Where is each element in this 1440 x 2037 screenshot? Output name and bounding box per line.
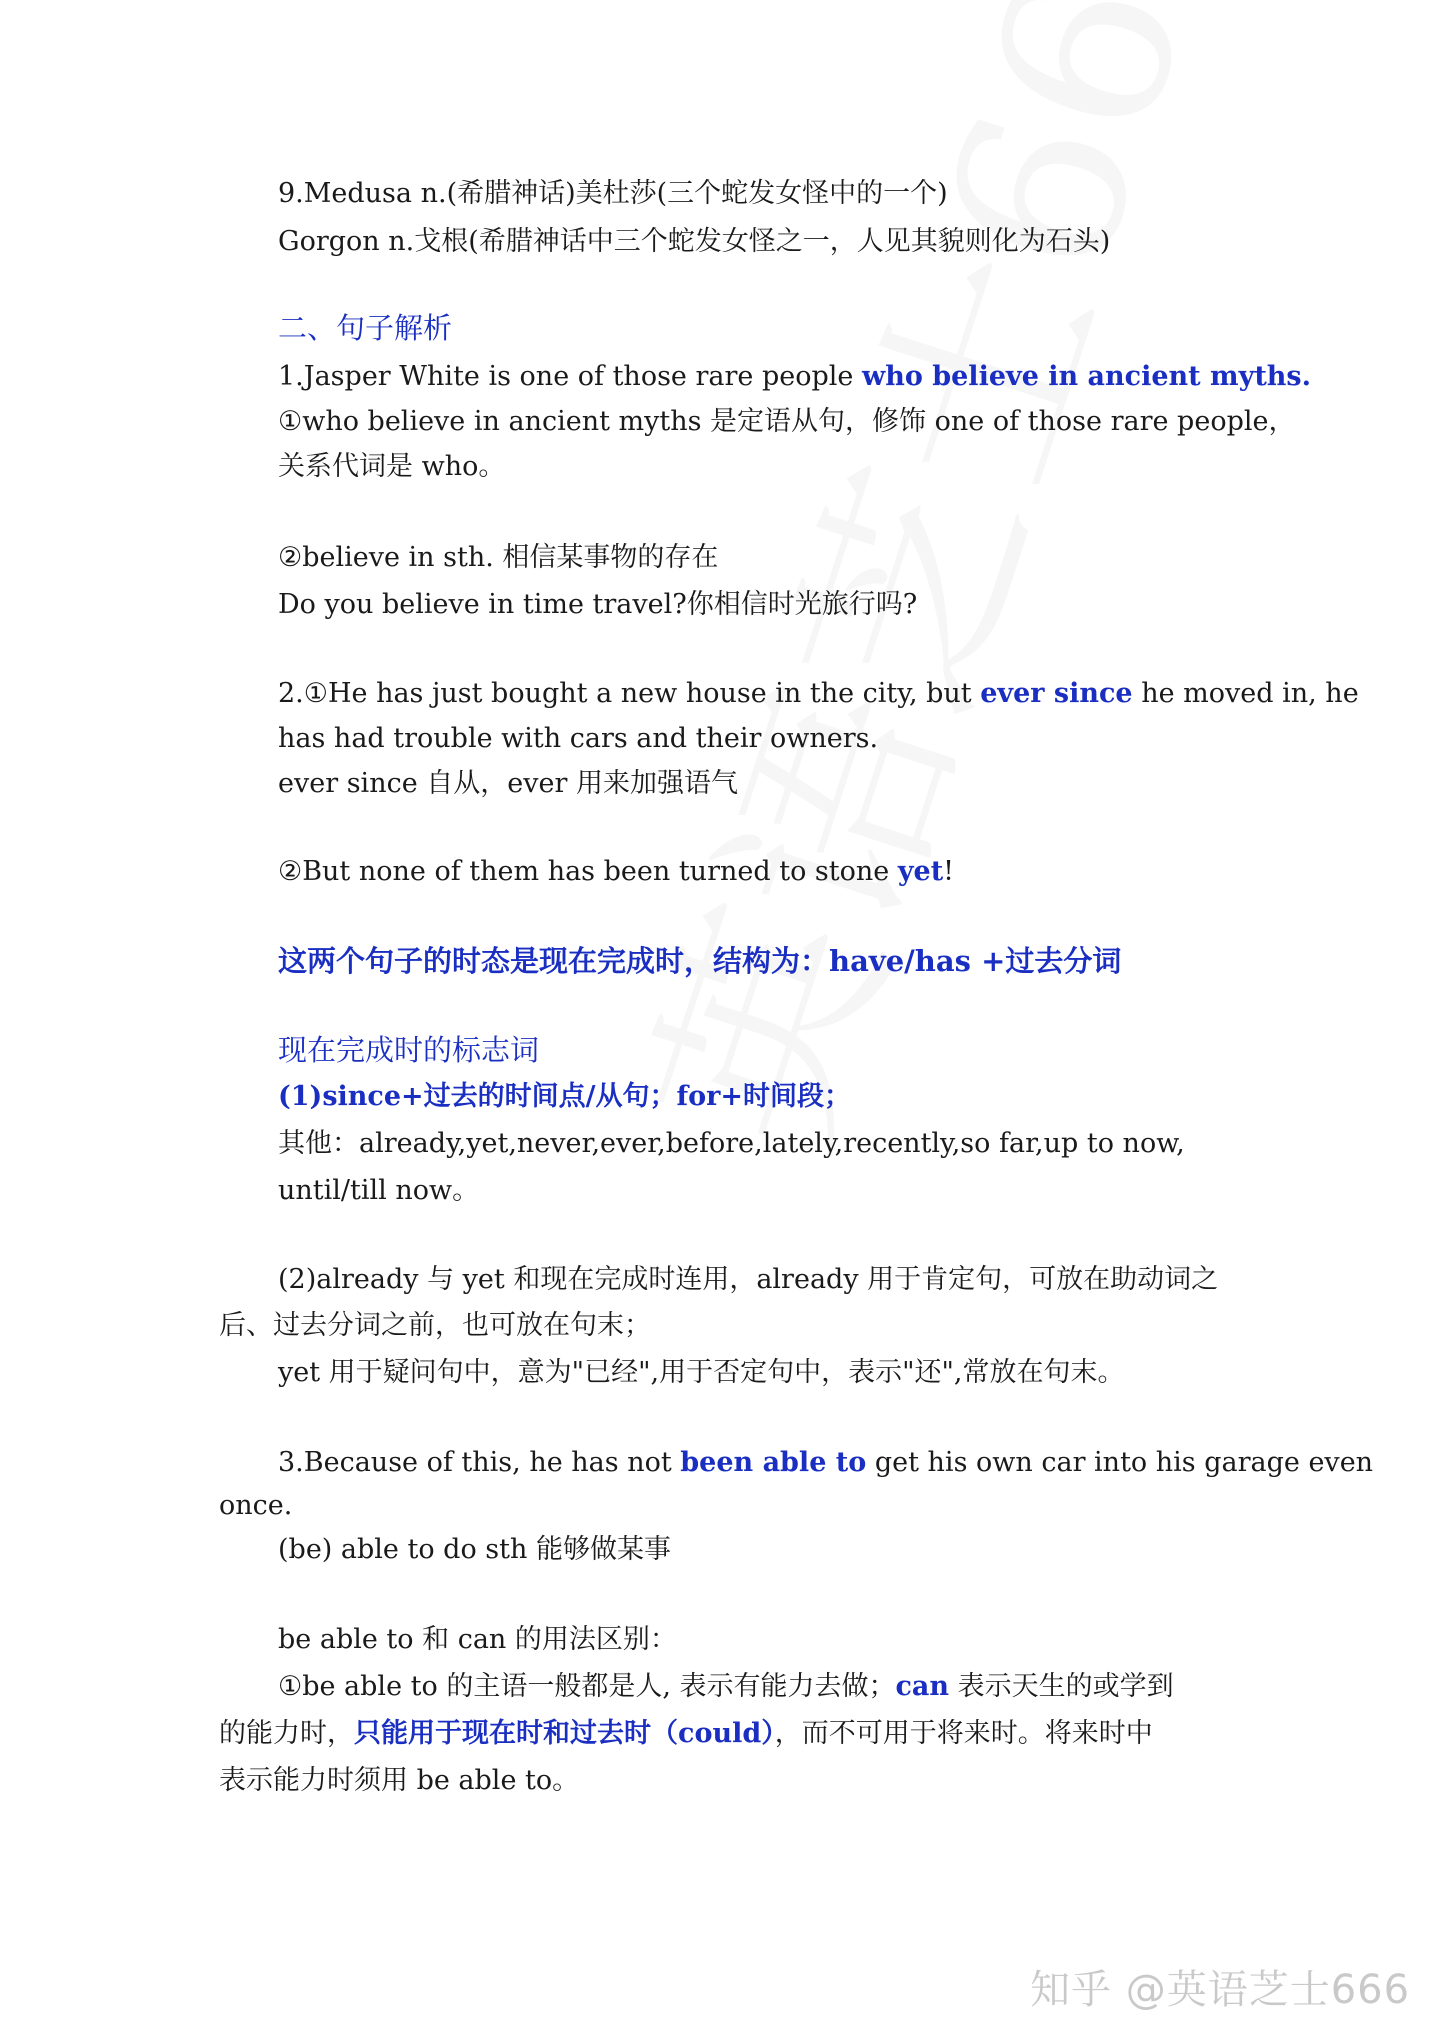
note-believe-in: ②believe in sth. 相信某事物的存在 (278, 542, 719, 573)
sentence-2a-text: 2.①He has just bought a new house in the city, but (278, 678, 981, 709)
able-can-line1-text: ①be able to 的主语一般都是人, 表示有能力去做； (278, 1671, 896, 1702)
already-yet-c: yet 用于疑问句中，意为"已经",用于否定句中，表示"还",常放在句末。 (278, 1357, 1125, 1388)
able-can-line2-highlight: 只能用于现在时和过去时（could） (354, 1718, 775, 1749)
already-yet-b: 后、过去分词之前，也可放在句末； (219, 1310, 651, 1341)
able-can-line2 (219, 1714, 1153, 1754)
sentence-3a-tail: get his own car into his garage even (866, 1447, 1374, 1478)
sentence-3a (278, 1443, 1373, 1483)
already-yet-a: (2)already 与 yet 和现在完成时连用，already 用于肯定句，可放在助动词之 (278, 1264, 1219, 1295)
sentence-1-highlight: who believe in ancient myths. (861, 361, 1312, 392)
markers-title: 现在完成时的标志词 (278, 1033, 540, 1067)
section-heading: 二、句子解析 (278, 311, 453, 345)
able-can-line2-text: 的能力时， (219, 1718, 354, 1749)
sentence-1 (278, 357, 1311, 397)
able-can-title: be able to 和 can 的用法区别： (278, 1624, 677, 1655)
able-can-line3: 表示能力时须用 be able to。 (219, 1765, 580, 1796)
able-can-line1-highlight: can (895, 1671, 950, 1702)
sentence-2b: has had trouble with cars and their owners. (278, 723, 879, 754)
sentence-2-second-highlight: yet (897, 856, 944, 887)
note-able-to: (be) able to do sth 能够做某事 (278, 1534, 671, 1565)
vocab-gorgon: Gorgon n.戈根(希腊神话中三个蛇发女怪之一，人见其貌则化为石头) (278, 226, 1111, 257)
sentence-2a-highlight: ever since (980, 678, 1133, 709)
sentence-1-text: 1.Jasper White is one of those rare people (278, 361, 862, 392)
footer-watermark: 知乎 @英语芝士666 (1030, 1967, 1411, 2013)
sentence-3a-text: 3.Because of this, he has not (278, 1447, 681, 1478)
marker-since-for: (1)since+过去的时间点/从句；for+时间段； (278, 1081, 851, 1112)
tense-note: 这两个句子的时态是现在完成时，结构为：have/has +过去分词 (278, 944, 1122, 978)
sentence-2-second-text: ②But none of them has been turned to stone (278, 856, 898, 887)
note-1b: 关系代词是 who。 (278, 451, 506, 482)
example-time-travel: Do you believe in time travel?你相信时光旅行吗? (278, 589, 918, 620)
note-ever-since: ever since 自从，ever 用来加强语气 (278, 768, 738, 799)
able-can-line2-tail: ，而不可用于将来时。将来时中 (774, 1718, 1153, 1749)
vocab-medusa: 9.Medusa n.(希腊神话)美杜莎(三个蛇发女怪中的一个) (278, 178, 948, 209)
able-can-line1-tail: 表示天生的或学到 (949, 1671, 1174, 1702)
marker-others-b: until/till now。 (278, 1175, 480, 1206)
marker-others-a: 其他：already,yet,never,ever,before,lately,recently,so far,up to now, (278, 1128, 1185, 1159)
sentence-2a (278, 674, 1359, 714)
sentence-2-second (278, 852, 954, 892)
sentence-3a-highlight: been able to (680, 1447, 867, 1478)
able-can-line1 (278, 1667, 1174, 1707)
sentence-2-second-tail: ! (943, 856, 955, 887)
note-1a: ①who believe in ancient myths 是定语从句，修饰 one of those rare people， (278, 406, 1296, 437)
sentence-2a-tail: he moved in, he (1132, 678, 1359, 709)
sentence-3b: once. (219, 1490, 293, 1521)
